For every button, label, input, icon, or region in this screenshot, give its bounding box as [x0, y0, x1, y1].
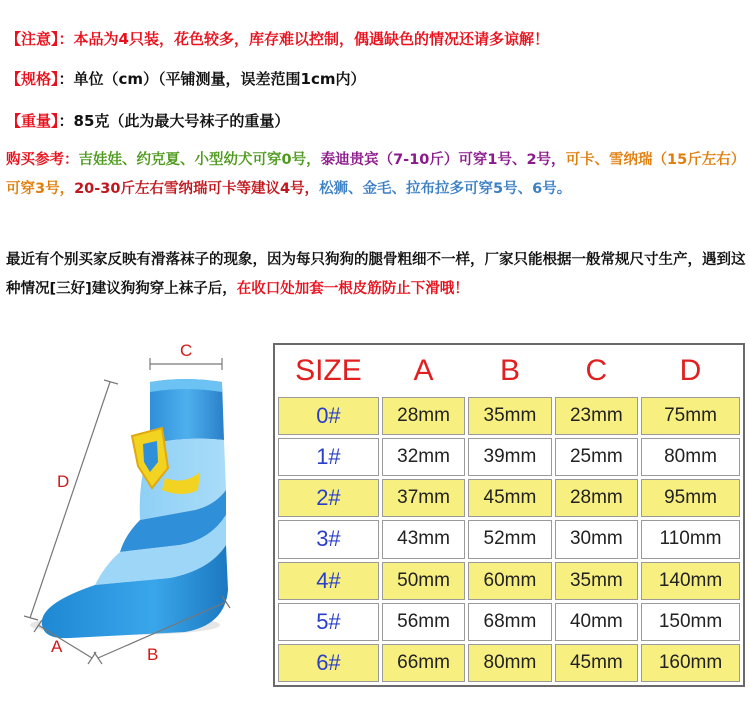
table-row	[278, 603, 740, 641]
size-cell: 4#	[278, 562, 379, 600]
header-d: D	[641, 348, 740, 394]
table-cell: 25mm	[555, 438, 638, 476]
table-cell: 140mm	[641, 562, 740, 600]
purchase-ref-part1: 吉娃娃、约克夏、小型幼犬可穿0号，	[78, 152, 321, 168]
table-cell: 23mm	[555, 397, 638, 435]
spec-label: 【规格】	[6, 70, 59, 88]
advice-paragraph	[6, 246, 746, 304]
sock-illustration	[0, 340, 270, 706]
table-cell: 66mm	[382, 644, 465, 682]
dimension-label-d: D	[57, 472, 70, 491]
size-cell: 5#	[278, 603, 379, 641]
table-header-row	[278, 348, 740, 394]
table-cell: 75mm	[641, 397, 740, 435]
table-cell: 37mm	[382, 479, 465, 517]
table-cell: 150mm	[641, 603, 740, 641]
table-cell: 28mm	[382, 397, 465, 435]
header-b: B	[468, 348, 551, 394]
table-cell: 56mm	[382, 603, 465, 641]
table-row	[278, 397, 740, 435]
table-row	[278, 562, 740, 600]
header-size: SIZE	[278, 348, 379, 394]
table-cell: 45mm	[468, 479, 551, 517]
weight-line	[6, 110, 289, 131]
table-cell: 52mm	[468, 520, 551, 558]
table-cell: 95mm	[641, 479, 740, 517]
table-cell: 110mm	[641, 520, 740, 558]
weight-label: 【重量】	[6, 112, 59, 130]
spec-line	[6, 68, 366, 89]
header-a: A	[382, 348, 465, 394]
dimension-label-b: B	[147, 645, 159, 664]
table-cell: 50mm	[382, 562, 465, 600]
table-row	[278, 644, 740, 682]
purchase-ref-part5: 松狮、金毛、拉布拉多可穿5号、6号。	[319, 181, 572, 197]
table-row	[278, 438, 740, 476]
table-cell: 28mm	[555, 479, 638, 517]
table-cell: 43mm	[382, 520, 465, 558]
table-cell: 30mm	[555, 520, 638, 558]
size-cell: 0#	[278, 397, 379, 435]
table-cell: 40mm	[555, 603, 638, 641]
table-cell: 80mm	[468, 644, 551, 682]
purchase-ref-part4: 20-30斤左右雪纳瑞可卡等建议4号，	[74, 181, 320, 197]
purchase-ref-label: 购买参考：	[6, 152, 79, 168]
table-cell: 35mm	[555, 562, 638, 600]
size-table	[273, 343, 745, 687]
purchase-ref-part3: 可卡、雪纳瑞（15斤左右）可穿3号，	[6, 152, 746, 197]
table-row	[278, 479, 740, 517]
table-cell: 60mm	[468, 562, 551, 600]
table-cell: 68mm	[468, 603, 551, 641]
table-cell: 35mm	[468, 397, 551, 435]
notice-line	[6, 28, 549, 49]
size-table-grid	[275, 345, 743, 685]
purchase-reference	[6, 146, 746, 204]
table-cell: 39mm	[468, 438, 551, 476]
spec-text: ：单位（cm）（平铺测量，误差范围1cm内）	[58, 70, 366, 88]
table-cell: 32mm	[382, 438, 465, 476]
table-cell: 45mm	[555, 644, 638, 682]
size-cell: 6#	[278, 644, 379, 682]
dimension-label-a: A	[51, 637, 63, 656]
notice-label: 【注意】	[6, 30, 59, 48]
dimension-label-c: C	[180, 341, 193, 360]
advice-highlight: 在收口处加套一根皮筋防止下滑哦！	[236, 281, 469, 297]
size-cell: 2#	[278, 479, 379, 517]
size-cell: 1#	[278, 438, 379, 476]
advice-text: 最近有个别买家反映有滑落袜子的现象，因为每只狗狗的腿骨粗细不一样，厂家只能根据一般常规尺寸生产，遇到这种情况[三好]建议狗狗穿上袜子后，	[6, 252, 746, 297]
header-c: C	[555, 348, 638, 394]
size-cell: 3#	[278, 520, 379, 558]
purchase-ref-part2: 泰迪贵宾（7-10斤）可穿1号、2号，	[320, 152, 566, 168]
table-row	[278, 520, 740, 558]
table-cell: 160mm	[641, 644, 740, 682]
sock-icon	[0, 340, 270, 706]
notice-text: ：本品为4只装，花色较多，库存难以控制，偶遇缺色的情况还请多谅解！	[58, 30, 549, 48]
table-cell: 80mm	[641, 438, 740, 476]
weight-text: ：85克（此为最大号袜子的重量）	[58, 112, 290, 130]
